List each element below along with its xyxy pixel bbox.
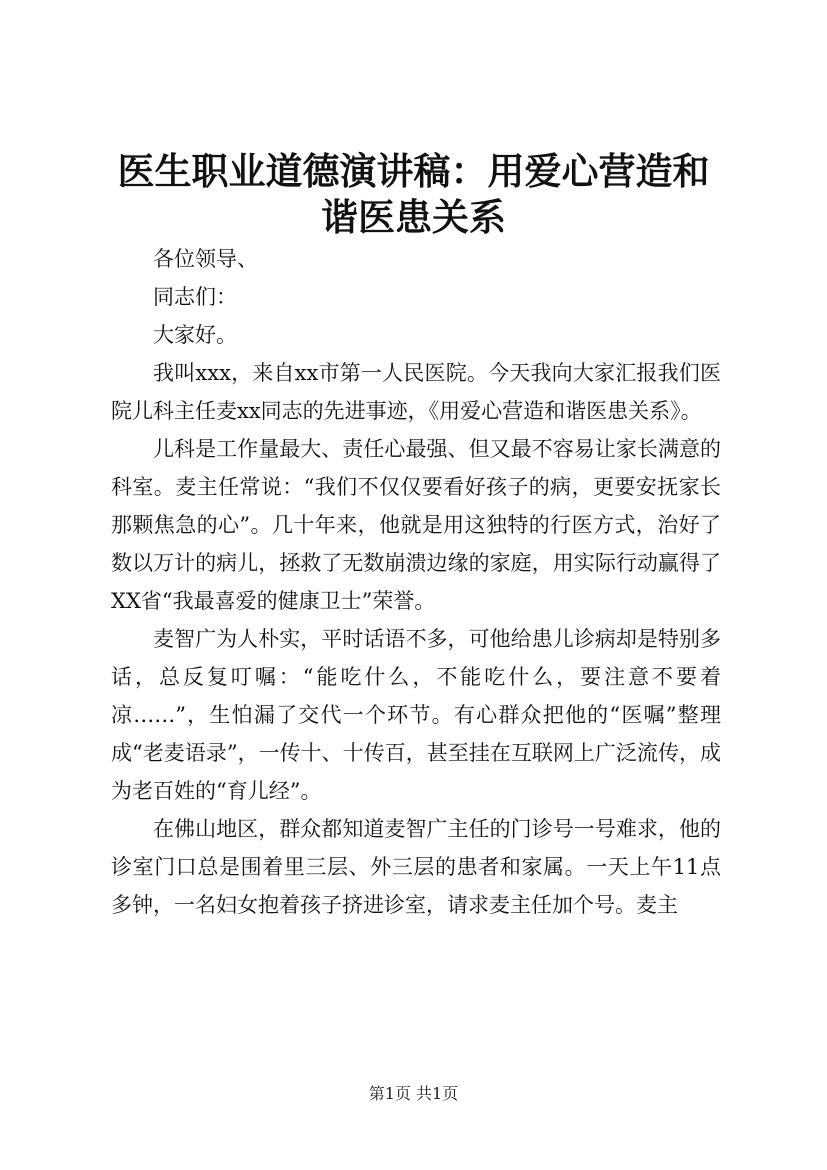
document-body [111, 240, 721, 924]
paragraph-doctor-character: 麦智广为人朴实，平时话语不多，可他给患儿诊病却是特别多话，总反复叮嘱：“能吃什么，不能吃什么，要注意不要着凉……”，生怕漏了交代一个环节。有心群众把他的“医嘱”整理成“老麦语录”，一传十、十传百，甚至挂在互联网上广泛流传，成为老百姓的“育儿经”。 [111, 627, 721, 803]
paragraph-salutation-leaders: 各位领导、 [153, 247, 258, 271]
document-title: 医生职业道德演讲稿：用爱心营造和谐医患关系 [117, 149, 710, 239]
paragraph-introduction: 我叫xxx，来自xx市第一人民医院。今天我向大家汇报我们医院儿科主任麦xx同志的先进事迹，《用爱心营造和谐医患关系》。 [111, 361, 721, 423]
paragraph-greeting: 大家好。 [153, 323, 237, 347]
paragraph-pediatrics: 儿科是工作量最大、责任心最强、但又最不容易让家长满意的科室。麦主任常说：“我们不仅仅要看好孩子的病，更要安抚家长那颗焦急的心”。几十年来，他就是用这独特的行医方式，治好了数以万计的病儿，拯救了无数崩溃边缘的家庭，用实际行动赢得了XX省“我最喜爱的健康卫士”荣誉。 [111, 437, 721, 613]
paragraph-foshan: 在佛山地区，群众都知道麦智广主任的门诊号一号难求，他的诊室门口总是围着里三层、外三层的患者和家属。一天上午11点多钟，一名妇女抱着孩子挤进诊室，请求麦主任加个号。麦主 [111, 817, 721, 917]
page-footer: 第1页 共1页 [368, 1084, 459, 1103]
paragraph-salutation-comrades: 同志们： [153, 285, 237, 309]
